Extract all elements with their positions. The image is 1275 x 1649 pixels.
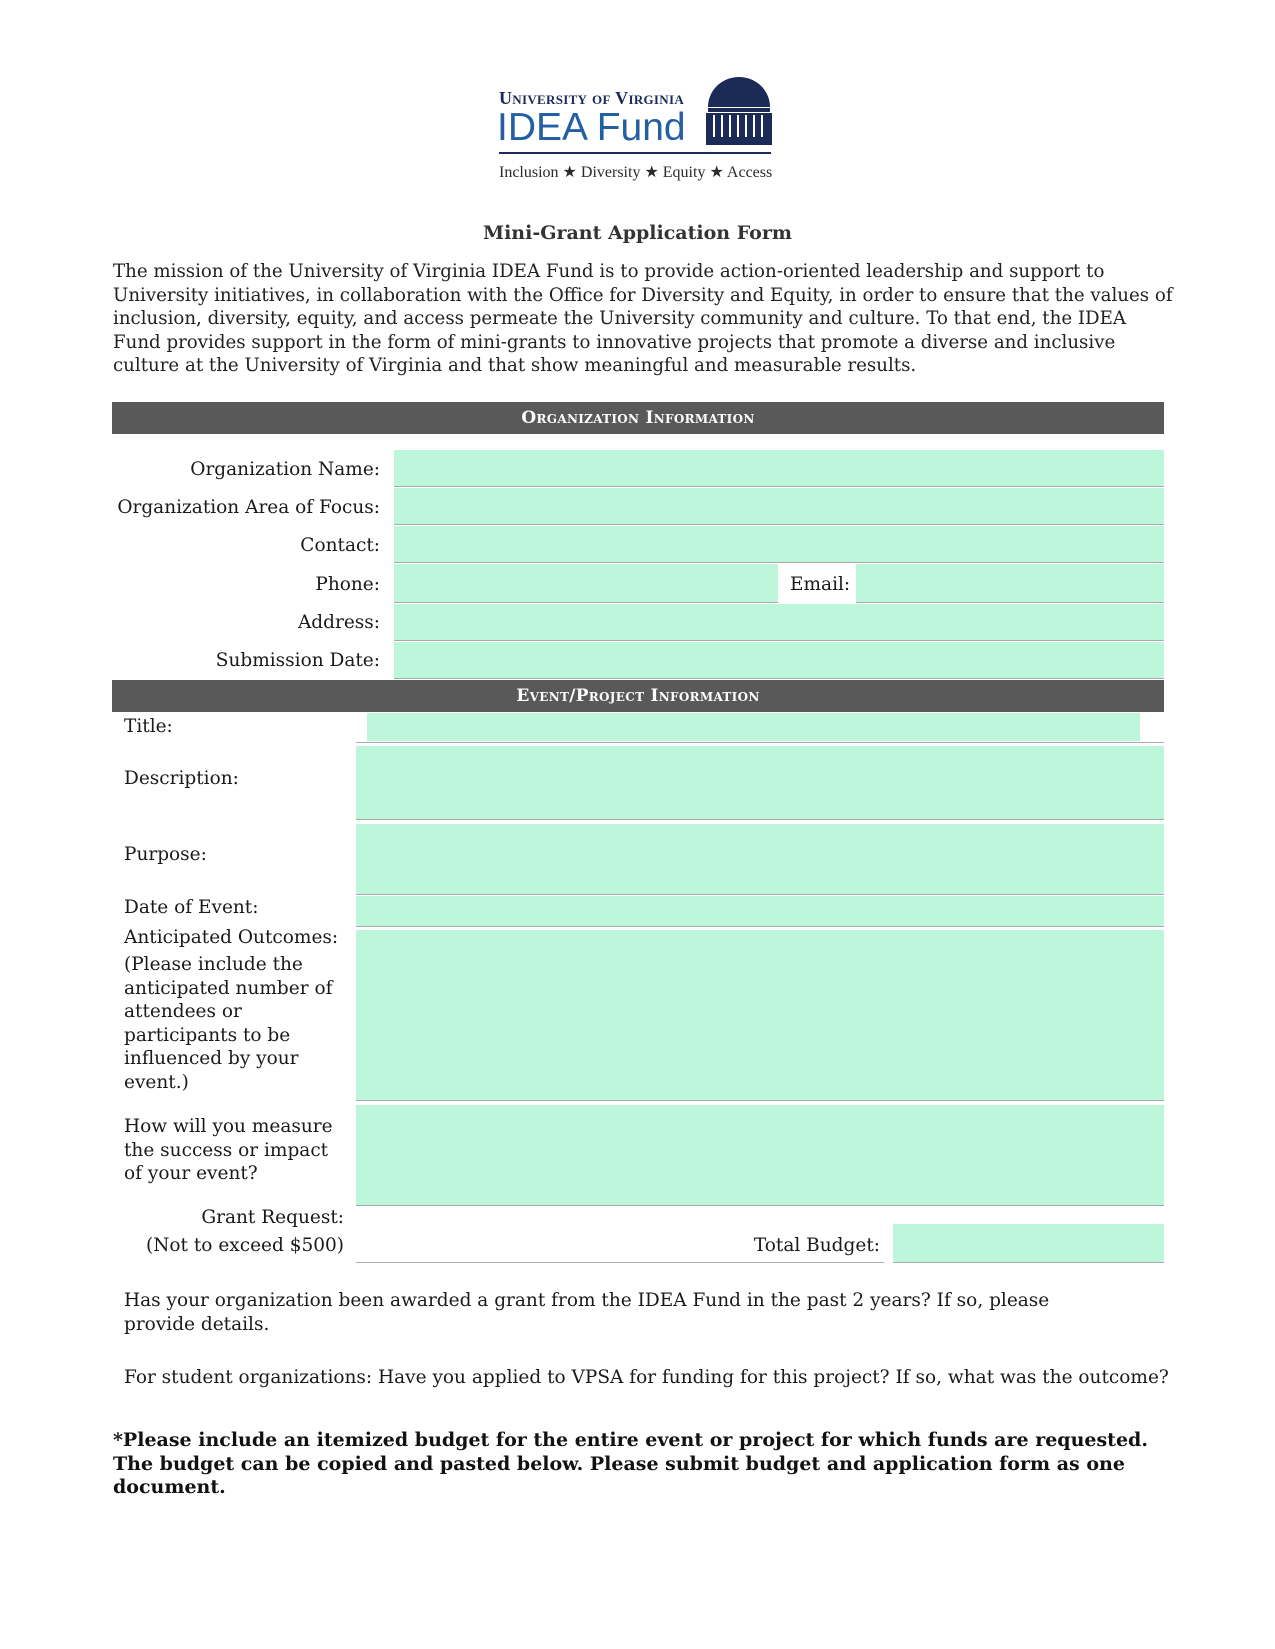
grant-request-label: Grant Request:	[201, 1207, 344, 1228]
total-budget-label: Total Budget:	[753, 1235, 880, 1256]
logo-divider	[499, 152, 771, 154]
phone-field[interactable]	[394, 564, 778, 603]
description-label: Description:	[124, 768, 239, 789]
title-field[interactable]	[367, 713, 1140, 741]
rotunda-icon	[704, 75, 774, 145]
org-section-header: Organization Information	[112, 402, 1164, 434]
logo-tagline: Inclusion ★ Diversity ★ Equity ★ Access	[499, 164, 773, 181]
measure-field[interactable]	[356, 1105, 1164, 1206]
total-budget-field[interactable]	[893, 1224, 1164, 1263]
org-focus-label: Organization Area of Focus:	[117, 497, 380, 518]
vpsa-question: For student organizations: Have you applied to VPSA for funding for this project? If so, what was the outcome?	[124, 1367, 1169, 1388]
phone-label: Phone:	[315, 574, 380, 595]
event-section-header: Event/Project Information	[112, 680, 1164, 712]
outcomes-label: Anticipated Outcomes:	[124, 927, 339, 948]
purpose-field[interactable]	[356, 824, 1164, 895]
submission-date-field[interactable]	[394, 642, 1164, 679]
address-field[interactable]	[394, 604, 1164, 641]
logo-fund-text: IDEA Fund	[497, 106, 686, 149]
description-field[interactable]	[356, 746, 1164, 820]
email-field[interactable]	[856, 564, 1164, 603]
past-grant-question: Has your organization been awarded a grant from the IDEA Fund in the past 2 years? If so, please provide details.	[124, 1290, 1050, 1335]
outcomes-note: (Please include the anticipated number of attendees or participants to be influenced by your event.)	[124, 954, 333, 1093]
email-label: Email:	[790, 574, 851, 595]
submission-date-label: Submission Date:	[215, 650, 380, 671]
contact-field[interactable]	[394, 526, 1164, 563]
measure-label: How will you measure the success or impact of your event?	[124, 1116, 333, 1184]
purpose-label: Purpose:	[124, 844, 207, 865]
title-label: Title:	[124, 716, 173, 737]
logo-university-text: University of Virginia	[499, 88, 685, 108]
title-underline	[356, 741, 1164, 743]
mission-statement: The mission of the University of Virginia IDEA Fund is to provide action-oriented leadership and support to University initiatives, in collaboration with the Office for Diversity and Equity, in order to ensure that the values of inclusion, diversity, equity, and access permeate the University community and culture. To that end, the IDEA Fund provides support in the form of mini-grants to innovative projects that promote a diverse and inclusive culture at the University of Virginia and that show meaningful and measurable results.	[113, 261, 1173, 376]
event-date-label: Date of Event:	[124, 897, 259, 918]
budget-instructions: *Please include an itemized budget for the entire event or project for which funds are requested. The budget can be copied and pasted below. Please submit budget and application form as one document.	[113, 1429, 1148, 1498]
idea-fund-logo	[499, 70, 789, 185]
grant-request-note: (Not to exceed $500)	[146, 1235, 344, 1256]
org-focus-field[interactable]	[394, 488, 1164, 525]
address-label: Address:	[297, 612, 380, 633]
page-title: Mini-Grant Application Form	[483, 222, 792, 244]
org-name-label: Organization Name:	[190, 459, 380, 480]
outcomes-field[interactable]	[356, 930, 1164, 1101]
contact-label: Contact:	[300, 535, 380, 556]
event-date-field[interactable]	[356, 896, 1164, 927]
org-name-field[interactable]	[394, 450, 1164, 487]
